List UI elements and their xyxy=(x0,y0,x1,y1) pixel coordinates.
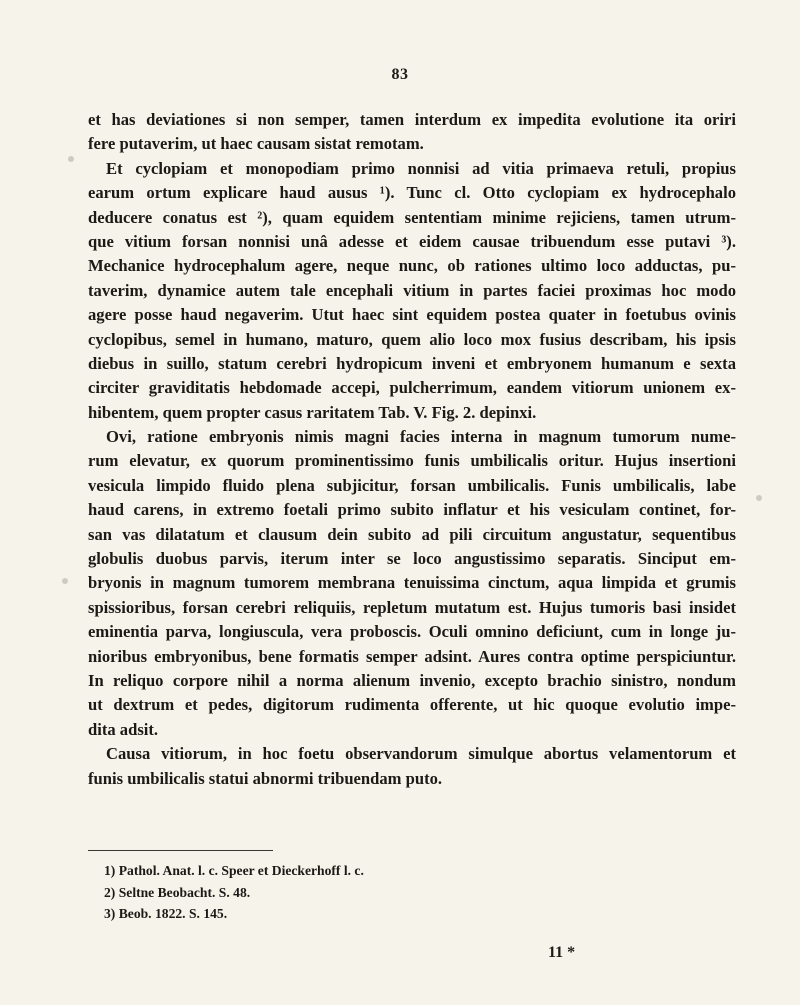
body-text xyxy=(88,108,736,791)
text-line: que vitium forsan nonnisi unâ adesse et eidem causae tribuendum esse putavi ³). xyxy=(88,231,736,251)
text-line: funis umbilicalis statui abnormi tribuendam puto. xyxy=(88,768,443,788)
text-line: bryonis in magnum tumorem membrana tenuissima cinctum, aqua limpida et grumis xyxy=(88,573,736,593)
text-line: globulis duobus parvis, iterum inter se loco angustissimo separatis. Sinciput em- xyxy=(88,549,736,569)
text-line: earum ortum explicare haud ausus ¹). Tunc cl. Otto cyclopiam ex hydrocephalo xyxy=(88,183,736,203)
text-line: eminentia parva, longiuscula, vera proboscis. Oculi omnino deficiunt, cum in longe ju- xyxy=(88,622,736,642)
footnotes xyxy=(104,860,664,925)
text-line: deducere conatus est ²), quam equidem sententiam minime rejiciens, tamen utrum- xyxy=(88,207,736,227)
text-line: Mechanice hydrocephalum agere, neque nunc, ob rationes ultimo loco adductas, pu- xyxy=(88,256,736,276)
text-line: cyclopibus, semel in humano, maturo, quem alio loco mox fusius describam, his ipsis xyxy=(88,329,736,349)
text-line: circiter graviditatis hebdomade accepi, pulcherrimum, eandem vitiorum unionem ex- xyxy=(88,378,736,398)
text-line: Causa vitiorum, in hoc foetu observandorum simulque abortus velamentorum et xyxy=(106,744,736,764)
text-line: Et cyclopiam et monopodiam primo nonnisi ad vitia primaeva retuli, propius xyxy=(106,158,736,178)
text-line: nioribus embryonibus, bene formatis semper adsint. Aures contra optime perspiciuntur. xyxy=(88,646,736,666)
text-line: In reliquo corpore nihil a norma alienum invenio, excepto brachio sinistro, nondum xyxy=(88,670,736,690)
paper-speck xyxy=(68,156,74,162)
footnote-divider xyxy=(88,850,273,851)
text-line: et has deviationes si non semper, tamen interdum ex impedita evolutione ita oriri xyxy=(88,110,736,129)
footnote: 1) Pathol. Anat. l. c. Speer et Dieckerhoff l. c. xyxy=(104,863,364,878)
signature-mark: 11 * xyxy=(548,944,576,961)
text-line: hibentem, quem propter casus raritatem Tab. V. Fig. 2. depinxi. xyxy=(88,402,537,422)
text-line: haud carens, in extremo foetali primo subito inflatur et his vesiculam continet, for- xyxy=(88,500,736,520)
footnote: 2) Seltne Beobacht. S. 48. xyxy=(104,884,251,900)
text-line: rum elevatur, ex quorum prominentissimo funis umbilicalis oritur. Hujus insertioni xyxy=(88,451,736,471)
text-line: Ovi, ratione embryonis nimis magni facies interna in magnum tumorum nume- xyxy=(106,427,736,447)
text-line: fere putaverim, ut haec causam sistat remotam. xyxy=(88,134,424,154)
text-line: ut dextrum et pedes, digitorum rudimenta offerente, ut hic quoque evolutio impe- xyxy=(88,695,736,715)
page-number: 83 xyxy=(391,66,409,83)
text-line: san vas dilatatum et clausum dein subito ad pili circuitum angustatur, sequentibus xyxy=(88,524,736,544)
text-line: spissioribus, forsan cerebri reliquiis, repletum mutatum est. Hujus tumoris basi insidet xyxy=(88,597,736,617)
text-line: dita adsit. xyxy=(88,719,159,739)
paper-speck xyxy=(756,495,762,501)
footnote: 3) Beob. 1822. S. 145. xyxy=(104,906,228,921)
text-line: diebus in suillo, statum cerebri hydropicum inveni et embryonem humanum e sexta xyxy=(88,353,736,373)
paper-speck xyxy=(62,578,68,584)
text-line: agere posse haud negaverim. Utut haec sint equidem postea quater in foetubus ovinis xyxy=(88,305,736,325)
text-line: taverim, dynamice autem tale encephali vitium in partes faciei proximas hoc modo xyxy=(88,280,736,300)
text-line: vesicula limpido fluido plena subjicitur, forsan umbilicalis. Funis umbilicalis, labe xyxy=(88,475,736,495)
